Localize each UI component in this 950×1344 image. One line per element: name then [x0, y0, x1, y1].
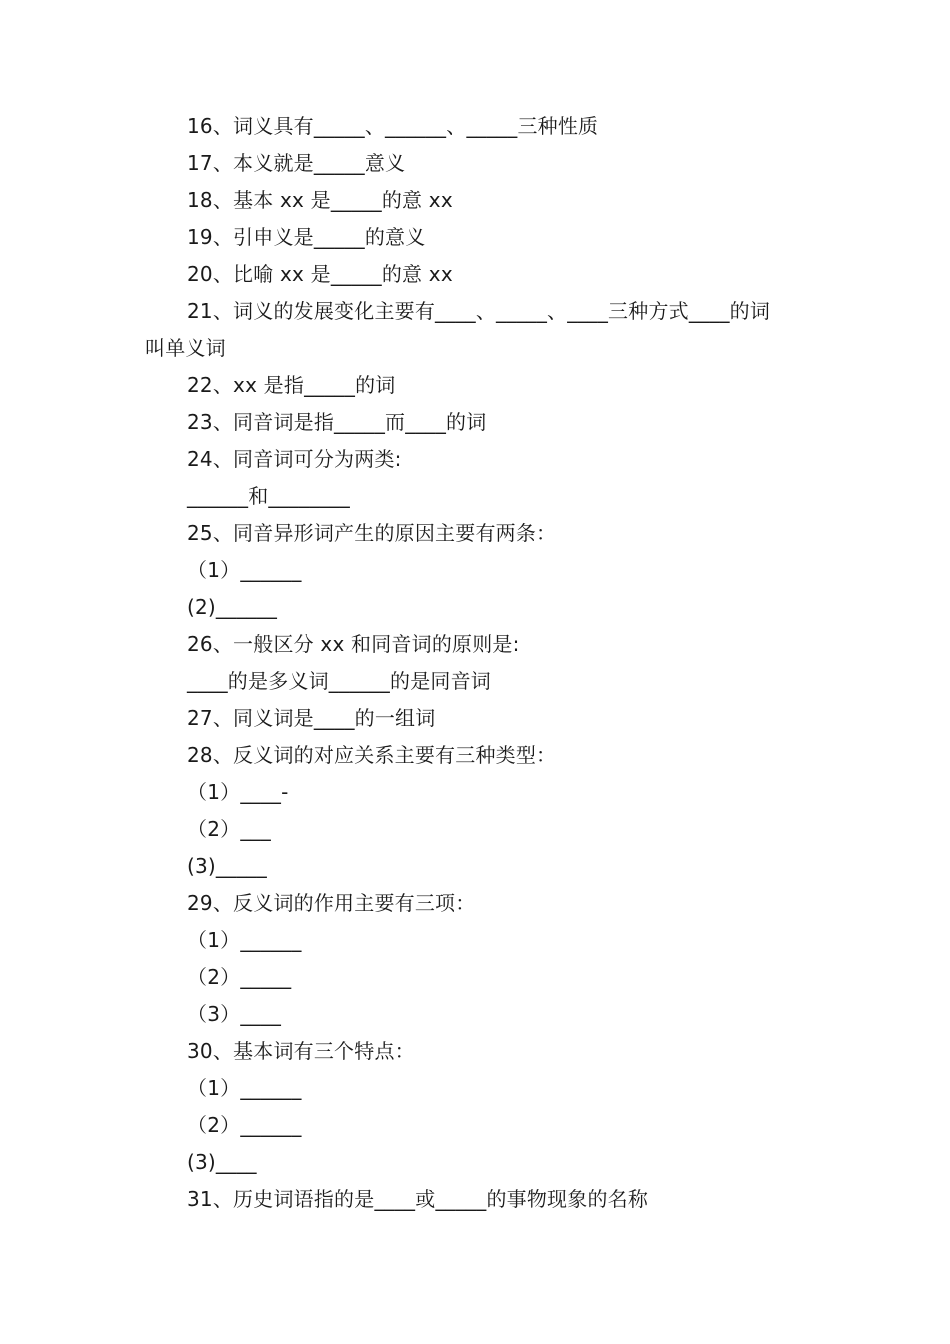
question-28-item-2: （2）___ [187, 817, 271, 841]
question-27: 27、同义词是____的一组词 [187, 706, 436, 730]
question-21: 21、词义的发展变化主要有____、_____、____三种方式____的词 [187, 299, 771, 323]
question-29-item-2: （2）_____ [187, 965, 292, 989]
question-25-item-2: (2)______ [187, 595, 278, 619]
question-30-item-2: （2）______ [187, 1113, 302, 1137]
question-30-item-3: (3)____ [187, 1150, 257, 1174]
question-17: 17、本义就是_____意义 [187, 151, 406, 175]
question-25: 25、同音异形词产生的原因主要有两条： [187, 521, 557, 545]
question-31: 31、历史词语指的是____或_____的事物现象的名称 [187, 1187, 649, 1211]
question-23: 23、同音词是指_____而____的词 [187, 410, 487, 434]
question-24: 24、同音词可分为两类: [187, 447, 402, 471]
question-29-item-3: （3）____ [187, 1002, 282, 1026]
question-22: 22、xx 是指_____的词 [187, 373, 396, 397]
question-29: 29、反义词的作用主要有三项： [187, 891, 476, 915]
question-list [145, 108, 825, 1218]
question-29-item-1: （1）______ [187, 928, 302, 952]
question-26: 26、一般区分 xx 和同音词的原则是: [187, 632, 520, 656]
question-16: 16、词义具有_____、______、_____三种性质 [187, 114, 599, 138]
question-24-blanks: ______和________ [187, 484, 350, 508]
question-20: 20、比喻 xx 是_____的意 xx [187, 262, 453, 286]
question-28-item-1: （1）____- [187, 780, 289, 804]
question-18: 18、基本 xx 是_____的意 xx [187, 188, 453, 212]
question-30: 30、基本词有三个特点： [187, 1039, 415, 1063]
question-26-blanks: ____的是多义词______的是同音词 [187, 669, 491, 693]
question-28-item-3: (3)_____ [187, 854, 267, 878]
question-28: 28、反义词的对应关系主要有三种类型： [187, 743, 557, 767]
question-19: 19、引申义是_____的意义 [187, 225, 426, 249]
question-30-item-1: （1）______ [187, 1076, 302, 1100]
question-21-continuation: 叫单义词 [145, 336, 226, 360]
question-25-item-1: （1）______ [187, 558, 302, 582]
